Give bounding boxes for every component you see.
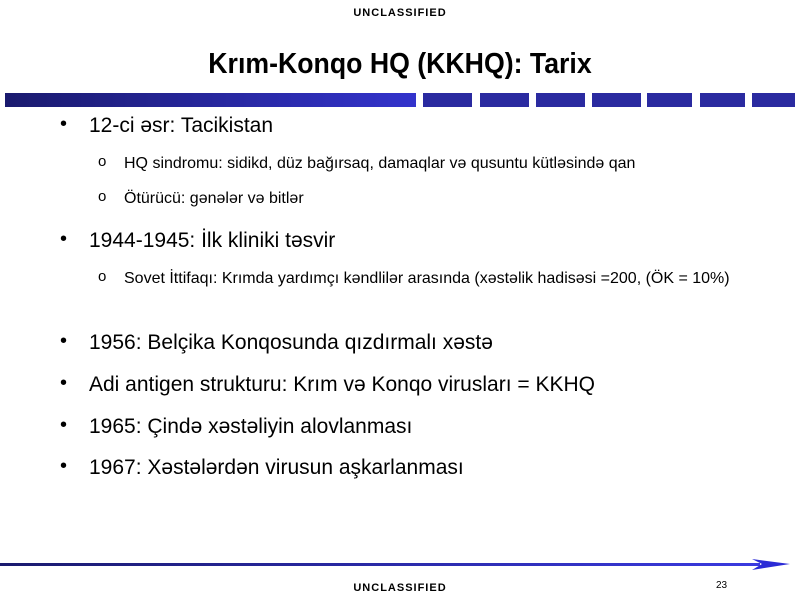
- bullet-dot-icon: •: [60, 414, 68, 436]
- bullet-circle-icon: o: [98, 268, 107, 285]
- bullet-circle-icon: o: [98, 153, 107, 170]
- title-decorative-bar: [0, 93, 800, 107]
- bullet-circle-icon: o: [98, 188, 107, 205]
- bullet-dot-icon: •: [60, 228, 68, 250]
- bullet-dot-icon: •: [60, 113, 68, 135]
- slide-title: Krım-Konqo HQ (KKHQ): Tarix: [208, 48, 592, 80]
- page-number: 23: [716, 580, 728, 591]
- bullet-dot-icon: •: [60, 455, 68, 477]
- bullet-dot-icon: •: [60, 330, 68, 352]
- classification-top: UNCLASSIFIED: [353, 7, 447, 19]
- classification-bottom: UNCLASSIFIED: [353, 582, 447, 594]
- footer-decorative-line: [0, 559, 800, 571]
- bullet-dot-icon: •: [60, 372, 68, 394]
